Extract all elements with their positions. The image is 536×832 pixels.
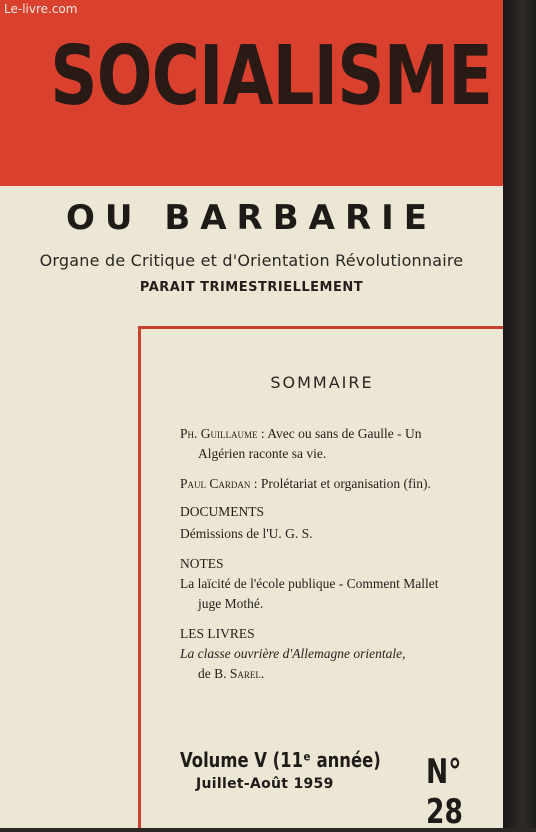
section-heading-documents: DOCUMENTS: [180, 504, 265, 519]
book-spine-edge: [503, 0, 536, 828]
frame-top-border: [138, 326, 506, 329]
entry-title: La classe ouvrière d'Allemagne orientale,: [180, 646, 406, 661]
entry-title-continued: juge Mothé.: [198, 596, 264, 611]
entry-title: : Prolétariat et organisation (fin).: [253, 476, 431, 491]
entry-author: Sarel.: [229, 666, 265, 681]
toc-entry: [180, 474, 498, 494]
entry-author: Paul Cardan: [180, 476, 251, 491]
contents-heading: SOMMAIRE: [270, 373, 374, 392]
frame-left-border: [138, 326, 141, 828]
entry-prefix: de B.: [198, 666, 227, 681]
volume-label: Volume V (11ᵉ année): [180, 748, 381, 772]
watermark: Le-livre.com: [4, 2, 78, 16]
section-heading-livres: LES LIVRES: [180, 626, 255, 641]
entry-title: : Avec ou sans de Gaulle - Un: [260, 426, 422, 441]
frequency-label: PARAIT TRIMESTRIELLEMENT: [139, 280, 364, 295]
toc-entry: [180, 574, 498, 614]
issue-number: N° 28: [426, 752, 463, 832]
issue-date: Juillet-Août 1959: [196, 776, 334, 792]
entry-author: Ph. Guillaume: [180, 426, 258, 441]
entry-title: La laïcité de l'école publique - Comment Mallet: [180, 576, 439, 591]
section-heading-notes: NOTES: [180, 556, 224, 571]
table-of-contents: [180, 424, 498, 684]
toc-entry: [180, 644, 498, 684]
entry-title-continued: Algérien raconte sa vie.: [198, 446, 327, 461]
toc-entry: Démissions de l'U. G. S.: [180, 526, 313, 541]
tagline: Organe de Critique et d'Orientation Révolutionnaire: [39, 251, 464, 270]
entry-author-line: [180, 664, 498, 684]
toc-entry: [180, 424, 498, 464]
magazine-title: SOCIALISME: [50, 29, 493, 124]
magazine-subtitle: OU BARBARIE: [65, 198, 438, 238]
